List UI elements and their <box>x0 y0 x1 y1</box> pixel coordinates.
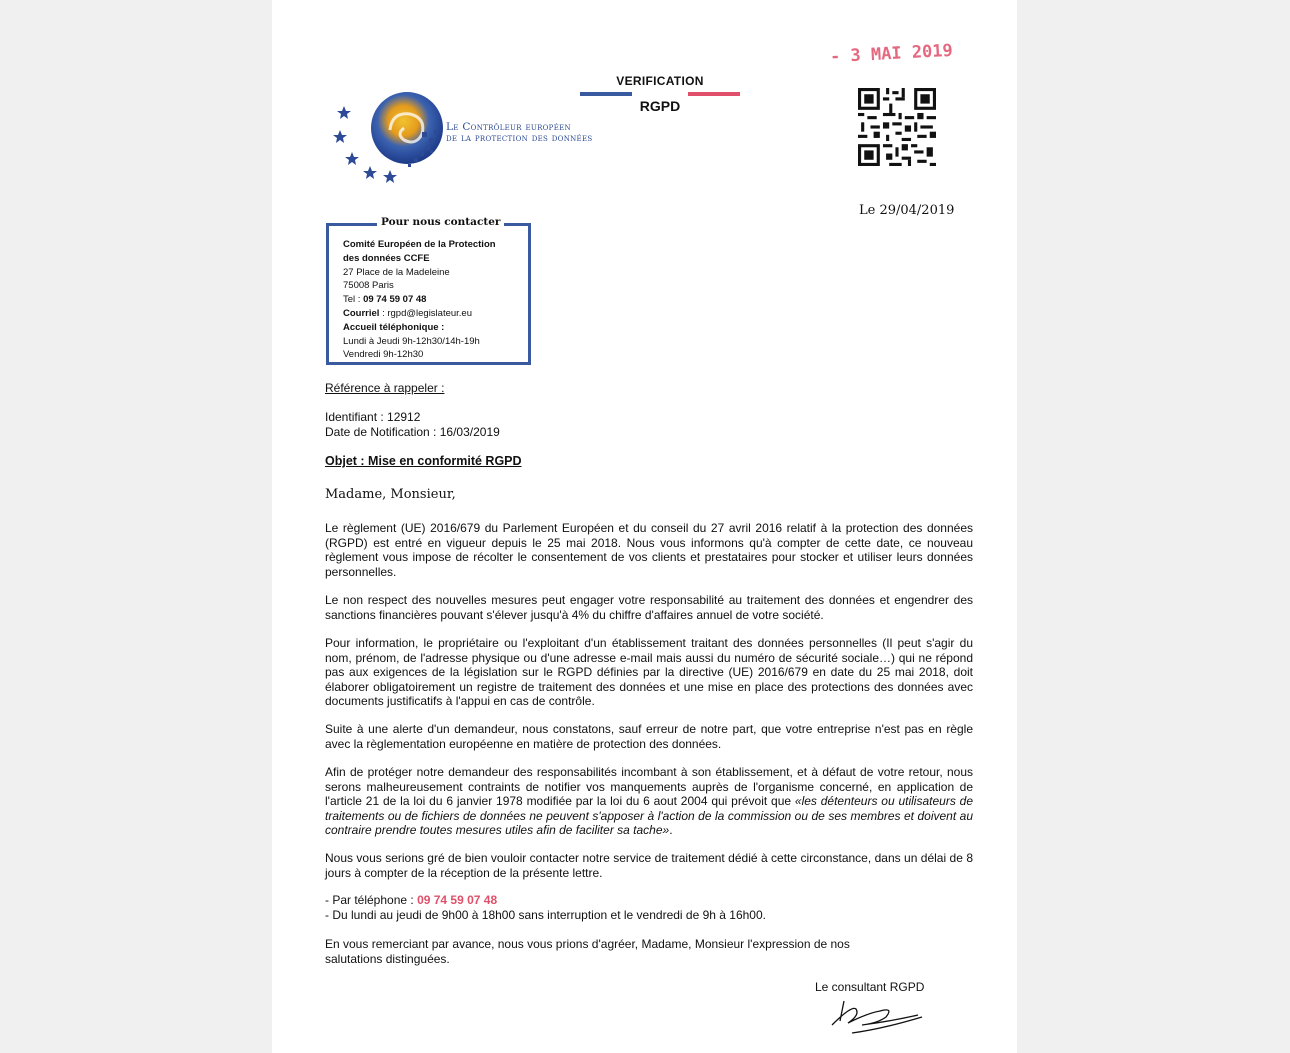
signer-title: Le consultant RGPD <box>815 980 925 994</box>
salutation: Madame, Monsieur, <box>325 487 456 502</box>
phone-line: - Par téléphone : 09 74 59 07 48 <box>325 893 498 907</box>
qr-code-icon <box>857 88 937 166</box>
contact-box <box>326 216 531 365</box>
paragraph-2: Le non respect des nouvelles mesures peut engager votre responsabilité au traitement des données et engendrer des sanctions financières pouvant s'élever jusqu'à 4% du chiffre d'affaires annuel de votre société. <box>325 593 973 622</box>
notification-date: Date de Notification : 16/03/2019 <box>325 425 500 439</box>
contact-email: Courriel : rgpd@legislateur.eu <box>343 307 472 319</box>
reference-label: Référence à rappeler : <box>325 381 445 395</box>
phone-number: 09 74 59 07 48 <box>417 893 498 907</box>
signature-icon <box>822 993 932 1038</box>
letter-date: Le 29/04/2019 <box>859 203 955 218</box>
paragraph-6: Nous vous serions gré de bien vouloir contacter notre service de traitement dédié à cette circonstance, dans un délai de 8 jours à compter de la réception de la présente lettre. <box>325 851 973 880</box>
verification-label: VERIFICATION <box>616 74 704 88</box>
contact-phone: Tel : 09 74 59 07 48 <box>343 294 427 306</box>
closing: En vous remerciant par avance, nous vous prions d'agréer, Madame, Monsieur l'expression de nos salutations distinguées. <box>325 937 850 966</box>
letter-page <box>272 0 1017 1053</box>
reference-ids <box>325 410 500 440</box>
edps-logo-text: Le Contrôleur européen de la protection des données <box>446 121 593 144</box>
subject-line: Objet : Mise en conformité RGPD <box>325 454 522 468</box>
contact-instructions <box>325 893 973 922</box>
paragraph-1: Le règlement (UE) 2016/679 du Parlement Européen et du conseil du 27 avril 2016 relatif à la protection des données (RGPD) est entré en vigueur depuis le 25 mai 2018. Nous vous informons qu'à compter de cette date, ce nouveau règlement vous impose de récolter le consentement de vos clients et prestataires pour stocker et utiliser leurs données personnelles. <box>325 521 973 579</box>
identifiant: Identifiant : 12912 <box>325 410 421 424</box>
received-date-stamp: - 3 MAI 2019 <box>829 40 954 68</box>
paragraph-5: Afin de protéger notre demandeur des responsabilités incombant à son établissement, et à défaut de votre retour, nous serons malheureusement contraints de notifier vos manquements auprès de l'organisme concerné, en application de l'article 21 de la loi du 6 janvier 1978 modifiée par la loi du 6 aout 2004 qui prévoit que «les détenteurs ou utilisateurs de traitements ou de fichiers de données ne peuvent s'apposer à l'action de la commission ou de ses membres et doivent au contraire prendre toutes mesures utiles afin de faciliter sa tache». <box>325 765 973 837</box>
contact-details: Comité Européen de la Protection des données CCFE 27 Place de la Madeleine 75008 Paris Tel : 09 74 59 07 48 Courriel : rgpd@legislateur.eu Accueil téléphonique : Lundi à Jeudi 9h-12h30/14h-19h Vendredi 9h-12h30 <box>343 238 528 362</box>
rgpd-label: RGPD <box>639 98 681 114</box>
contact-title: Pour nous contacter <box>377 216 504 228</box>
paragraph-4: Suite à une alerte d'un demandeur, nous constatons, sauf erreur de notre part, que votre entreprise n'est pas en règle avec la règlementation européenne en matière de protection des données. <box>325 722 973 751</box>
hours-line: - Du lundi au jeudi de 9h00 à 18h00 sans interruption et le vendredi de 9h à 16h00. <box>325 907 766 922</box>
paragraph-3: Pour information, le propriétaire ou l'exploitant d'un établissement traitant des données personnelles (Il peut s'agir du nom, prénom, de l'adresse physique ou d'une adresse e-mail mais aussi du numéro de sécurité sociale…) qui ne répond pas aux exigences de la législation sur le RGPD définies par la directive (UE) 2016/679 en date du 25 mai 2018, doit élaborer obligatoirement un registre de traitement des données et une mise en place des protections des données avec documents justificatifs à l'appui en cas de contrôle. <box>325 636 973 708</box>
